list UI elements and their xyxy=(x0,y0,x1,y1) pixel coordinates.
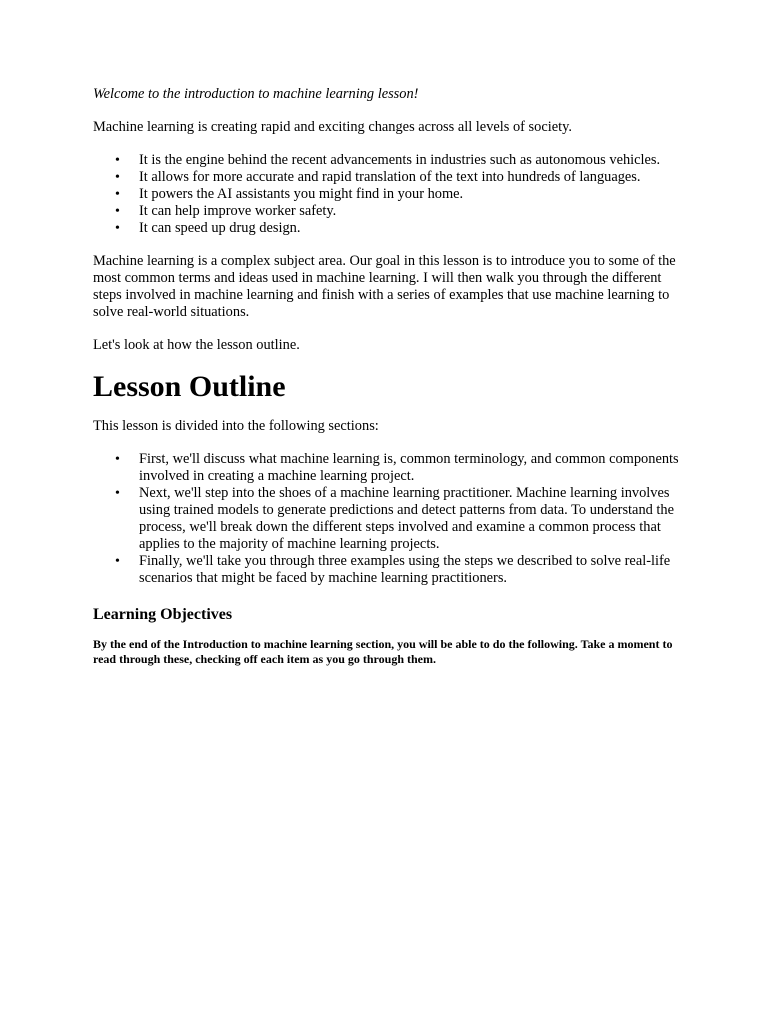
bullet-icon: • xyxy=(115,554,120,569)
list-item xyxy=(93,485,683,553)
list-item xyxy=(93,451,683,485)
goal-paragraph: Machine learning is a complex subject area. Our goal in this lesson is to introduce you to some of the most common terms and ideas used in machine learning. I will then walk you through the different steps involved in machine learning and finish with a series of examples that use machine learning to solve real-world situations. xyxy=(93,253,676,320)
list-item-text: Next, we'll step into the shoes of a machine learning practitioner. Machine learning involves using trained models to generate predictions and detect patterns from data. To understand the process, we'll break down the different steps involved and examine a common process that applies to the majority of machine learning projects. xyxy=(139,485,675,552)
lesson-outline-heading: Lesson Outline xyxy=(93,370,286,403)
outline-list xyxy=(93,451,683,587)
list-item xyxy=(93,203,683,220)
bullet-icon: • xyxy=(115,486,120,501)
document-page xyxy=(93,86,683,667)
learning-objectives-heading: Learning Objectives xyxy=(93,606,233,623)
list-item-text: Finally, we'll take you through three examples using the steps we described to solve real-life scenarios that might be faced by machine learning practitioners. xyxy=(139,553,671,586)
welcome-text: Welcome to the introduction to machine learning lesson! xyxy=(93,86,419,102)
bullet-icon: • xyxy=(115,452,120,467)
list-item-text: It can help improve worker safety. xyxy=(139,203,337,219)
list-item xyxy=(93,553,683,587)
list-item-text: It powers the AI assistants you might find in your home. xyxy=(139,186,464,202)
transition-paragraph: Let's look at how the lesson outline. xyxy=(93,337,300,353)
list-item-text: It is the engine behind the recent advancements in industries such as autonomous vehicles. xyxy=(139,152,661,168)
list-item xyxy=(93,152,683,169)
bullet-icon: • xyxy=(115,221,120,236)
list-item-text: First, we'll discuss what machine learning is, common terminology, and common components involved in creating a machine learning project. xyxy=(139,451,679,484)
objectives-note: By the end of the Introduction to machine learning section, you will be able to do the following. Take a moment to read through these, checking off each item as you go through them. xyxy=(93,637,673,666)
bullet-icon: • xyxy=(115,187,120,202)
intro-paragraph: Machine learning is creating rapid and exciting changes across all levels of society. xyxy=(93,119,572,135)
list-item xyxy=(93,220,683,237)
list-item-text: It can speed up drug design. xyxy=(139,220,301,236)
list-item xyxy=(93,186,683,203)
benefits-list xyxy=(93,152,683,237)
bullet-icon: • xyxy=(115,170,120,185)
list-item xyxy=(93,169,683,186)
bullet-icon: • xyxy=(115,153,120,168)
list-item-text: It allows for more accurate and rapid translation of the text into hundreds of languages. xyxy=(139,169,641,185)
bullet-icon: • xyxy=(115,204,120,219)
outline-lead: This lesson is divided into the following sections: xyxy=(93,418,379,434)
